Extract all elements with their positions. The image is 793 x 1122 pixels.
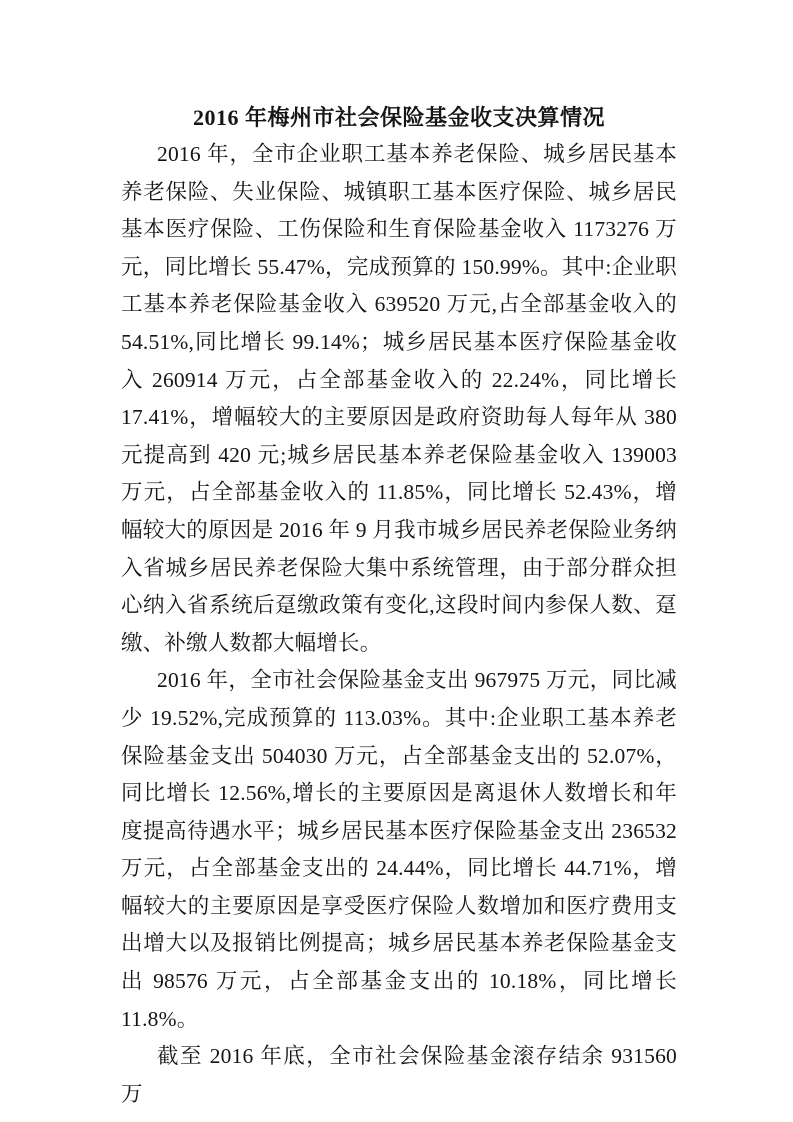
paragraph-fund-expenditure: 2016 年，全市社会保险基金支出 967975 万元，同比减少 19.52%,完成预算的 113.03%。其中:企业职工基本养老保险基金支出 504030 万元，占全部基金支出的 52.07%，同比增长 12.56%,增长的主要原因是离退休人数增长和年度提高待遇水平；城乡居民基本医疗保险基金支出 236532 万元，占全部基金支出的 24.44%，同比增长 44.71%，增幅较大的主要原因是享受医疗保险人数增加和医疗费用支出增大以及报销比例提高；城乡居民基本养老保险基金支出 98576 万元，占全部基金支出的 10.18%，同比增长 11.8%。 [121,668,677,1031]
paragraph-fund-balance: 截至 2016 年底，全市社会保险基金滚存结余 931560 万 [121,1044,677,1106]
paragraph-fund-revenue: 2016 年，全市企业职工基本养老保险、城乡居民基本养老保险、失业保险、城镇职工基本医疗保险、城乡居民基本医疗保险、工伤保险和生育保险基金收入 1173276 万元，同比增长 55.47%，完成预算的 150.99%。其中:企业职工基本养老保险基金收入 639520 万元,占全部基金收入的 54.51%,同比增长 99.14%；城乡居民基本医疗保险基金收入 260914 万元，占全部基金收入的 22.24%，同比增长 17.41%，增幅较大的主要原因是政府资助每人每年从 380 元提高到 420 元;城乡居民基本养老保险基金收入 139003 万元，占全部基金收入的 11.85%，同比增长 52.43%，增幅较大的原因是 2016 年 9 月我市城乡居民养老保险业务纳入省城乡居民养老保险大集中系统管理，由于部分群众担心纳入省系统后趸缴政策有变化,这段时间内参保人数、趸缴、补缴人数都大幅增长。 [121,142,677,655]
document-title: 2016 年梅州市社会保险基金收支决算情况 [192,105,605,130]
